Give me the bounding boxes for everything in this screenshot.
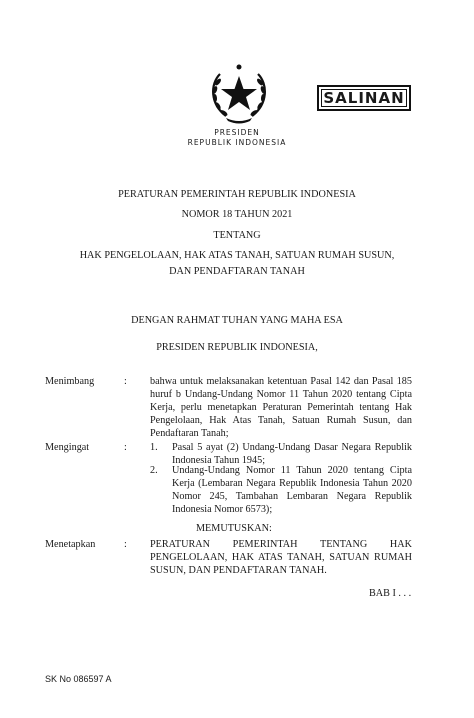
presiden-heading: PRESIDEN (214, 128, 260, 137)
mengingat-item-text: Undang-Undang Nomor 11 Tahun 2020 tentang Cipta Kerja (Lembaran Negara Republik Indonesia Tahun 2020 Nomor 245, Tambahan Lembaran Negara Republik Indonesia Nomor 6573); (172, 465, 412, 515)
salinan-stamp-inner-border (321, 89, 407, 107)
mengingat-label: Mengingat (45, 442, 90, 453)
salinan-label: SALINAN (323, 89, 405, 107)
menimbang-text: bahwa untuk melaksanakan ketentuan Pasal 142 dan Pasal 185 huruf b Undang-Undang Nomor 11 Tahun 2020 tentang Cipta Kerja, perlu menetapkan Peraturan Pemerintah tentang Hak Pengelolaan, Hak Atas Tanah, Satuan Rumah Susun, dan Pendaftaran Tanah; (150, 376, 412, 439)
next-page-reference: BAB I . . . (369, 588, 412, 599)
regulation-title: PERATURAN PEMERINTAH REPUBLIK INDONESIA (118, 189, 356, 200)
menimbang-label: Menimbang (45, 376, 95, 387)
tentang-label: TENTANG (213, 230, 261, 241)
mengingat-item-text: Pasal 5 ayat (2) Undang-Undang Dasar Negara Republik Indonesia Tahun 1945; (172, 442, 412, 466)
regulation-subject-line1: HAK PENGELOLAAN, HAK ATAS TANAH, SATUAN RUMAH SUSUN, (79, 250, 395, 261)
presiden-line: PRESIDEN REPUBLIK INDONESIA, (156, 342, 318, 353)
mengingat-item-number: 1. (150, 442, 158, 453)
salinan-stamp (317, 85, 411, 111)
regulation-number: NOMOR 18 TAHUN 2021 (181, 209, 293, 220)
regulation-subject-line2: DAN PENDAFTARAN TANAH (169, 266, 305, 277)
republik-heading: REPUBLIK INDONESIA (187, 138, 287, 147)
document-serial-number: SK No 086597 A (45, 674, 112, 684)
mengingat-colon: : (124, 442, 127, 453)
mengingat-item-number: 2. (150, 465, 158, 476)
menetapkan-text: PERATURAN PEMERINTAH TENTANG HAK PENGELOLAAN, HAK ATAS TANAH, SATUAN RUMAH SUSUN, DAN PENDAFTARAN TANAH. (150, 539, 412, 576)
memutuskan-heading: MEMUTUSKAN: (196, 523, 272, 534)
menetapkan-colon: : (124, 539, 127, 550)
rahmat-line: DENGAN RAHMAT TUHAN YANG MAHA ESA (131, 315, 343, 326)
menetapkan-label: Menetapkan (45, 539, 96, 550)
garuda-emblem-icon (206, 62, 272, 124)
menimbang-colon: : (124, 376, 127, 387)
